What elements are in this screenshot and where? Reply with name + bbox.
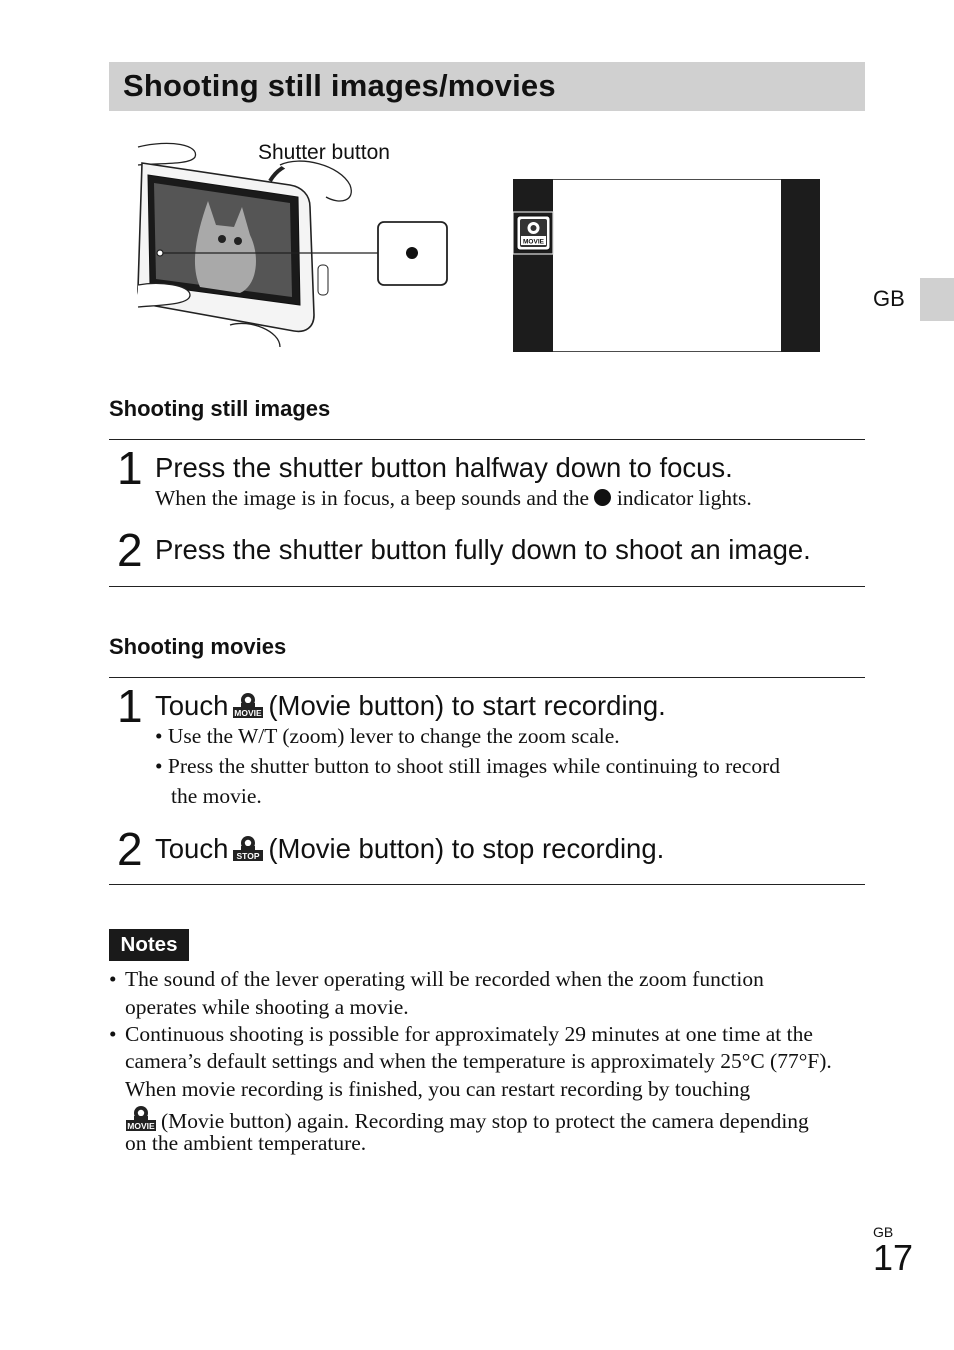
step-number: 1 bbox=[117, 442, 143, 494]
movie-button-icon bbox=[125, 1104, 157, 1132]
bullet-item-continuation: the movie. bbox=[171, 784, 262, 808]
bullet-item: • Press the shutter button to shoot still images while continuing to record bbox=[155, 754, 780, 778]
step-number: 2 bbox=[117, 524, 143, 576]
svg-text:MOVIE: MOVIE bbox=[127, 1121, 155, 1131]
divider bbox=[109, 439, 865, 440]
step-number: 2 bbox=[117, 823, 143, 875]
language-tab-label: GB bbox=[873, 286, 905, 311]
movie-section-heading: Shooting movies bbox=[109, 634, 287, 659]
step-heading: Touch STOP (Movie button) to stop recording. bbox=[155, 833, 665, 864]
divider bbox=[109, 884, 865, 885]
step-description: When the image is in focus, a beep sounds and the indicator lights. bbox=[155, 486, 752, 510]
movie-button-icon bbox=[232, 691, 264, 719]
still-section-heading: Shooting still images bbox=[109, 396, 331, 421]
screen-diagram bbox=[513, 179, 820, 352]
svg-text:STOP: STOP bbox=[236, 851, 260, 861]
page-number: 17 bbox=[873, 1237, 914, 1278]
note-line: When movie recording is finished, you can restart recording by touching bbox=[125, 1077, 751, 1101]
notes-badge: Notes bbox=[109, 929, 189, 961]
step-number: 1 bbox=[117, 680, 143, 732]
step-heading: Press the shutter button halfway down to focus. bbox=[155, 452, 733, 483]
page-region-label: GB bbox=[873, 1224, 894, 1240]
page-title-bar bbox=[109, 62, 865, 111]
step-heading: Press the shutter button fully down to shoot an image. bbox=[155, 534, 811, 565]
note-bullet: • bbox=[109, 1022, 117, 1046]
shutter-button-label: Shutter button bbox=[258, 141, 390, 164]
note-line: on the ambient temperature. bbox=[125, 1131, 367, 1155]
note-line: The sound of the lever operating will be recorded when the zoom function bbox=[125, 967, 764, 991]
note-bullet: • bbox=[109, 967, 117, 991]
page-title: Shooting still images/movies bbox=[123, 68, 556, 103]
note-line: camera’s default settings and when the temperature is approximately 25°C (77°F). bbox=[125, 1049, 832, 1073]
indicator-dot-icon bbox=[594, 489, 611, 506]
camera-illustration bbox=[130, 135, 460, 355]
divider bbox=[109, 677, 865, 678]
svg-text:MOVIE: MOVIE bbox=[234, 708, 263, 718]
divider bbox=[109, 586, 865, 587]
svg-text:MOVIE: MOVIE bbox=[523, 238, 544, 246]
note-line: MOVIE (Movie button) again. Recording may stop to protect the camera depending bbox=[125, 1104, 809, 1134]
language-tab-marker bbox=[920, 278, 954, 321]
stop-button-icon bbox=[232, 834, 264, 862]
step-heading: Touch MOVIE (Movie button) to start recording. bbox=[155, 690, 666, 721]
bullet-item: • Use the W/T (zoom) lever to change the zoom scale. bbox=[155, 724, 620, 748]
note-line: operates while shooting a movie. bbox=[125, 995, 409, 1019]
movie-button-icon bbox=[517, 216, 550, 250]
note-line: Continuous shooting is possible for approximately 29 minutes at one time at the bbox=[125, 1022, 813, 1046]
